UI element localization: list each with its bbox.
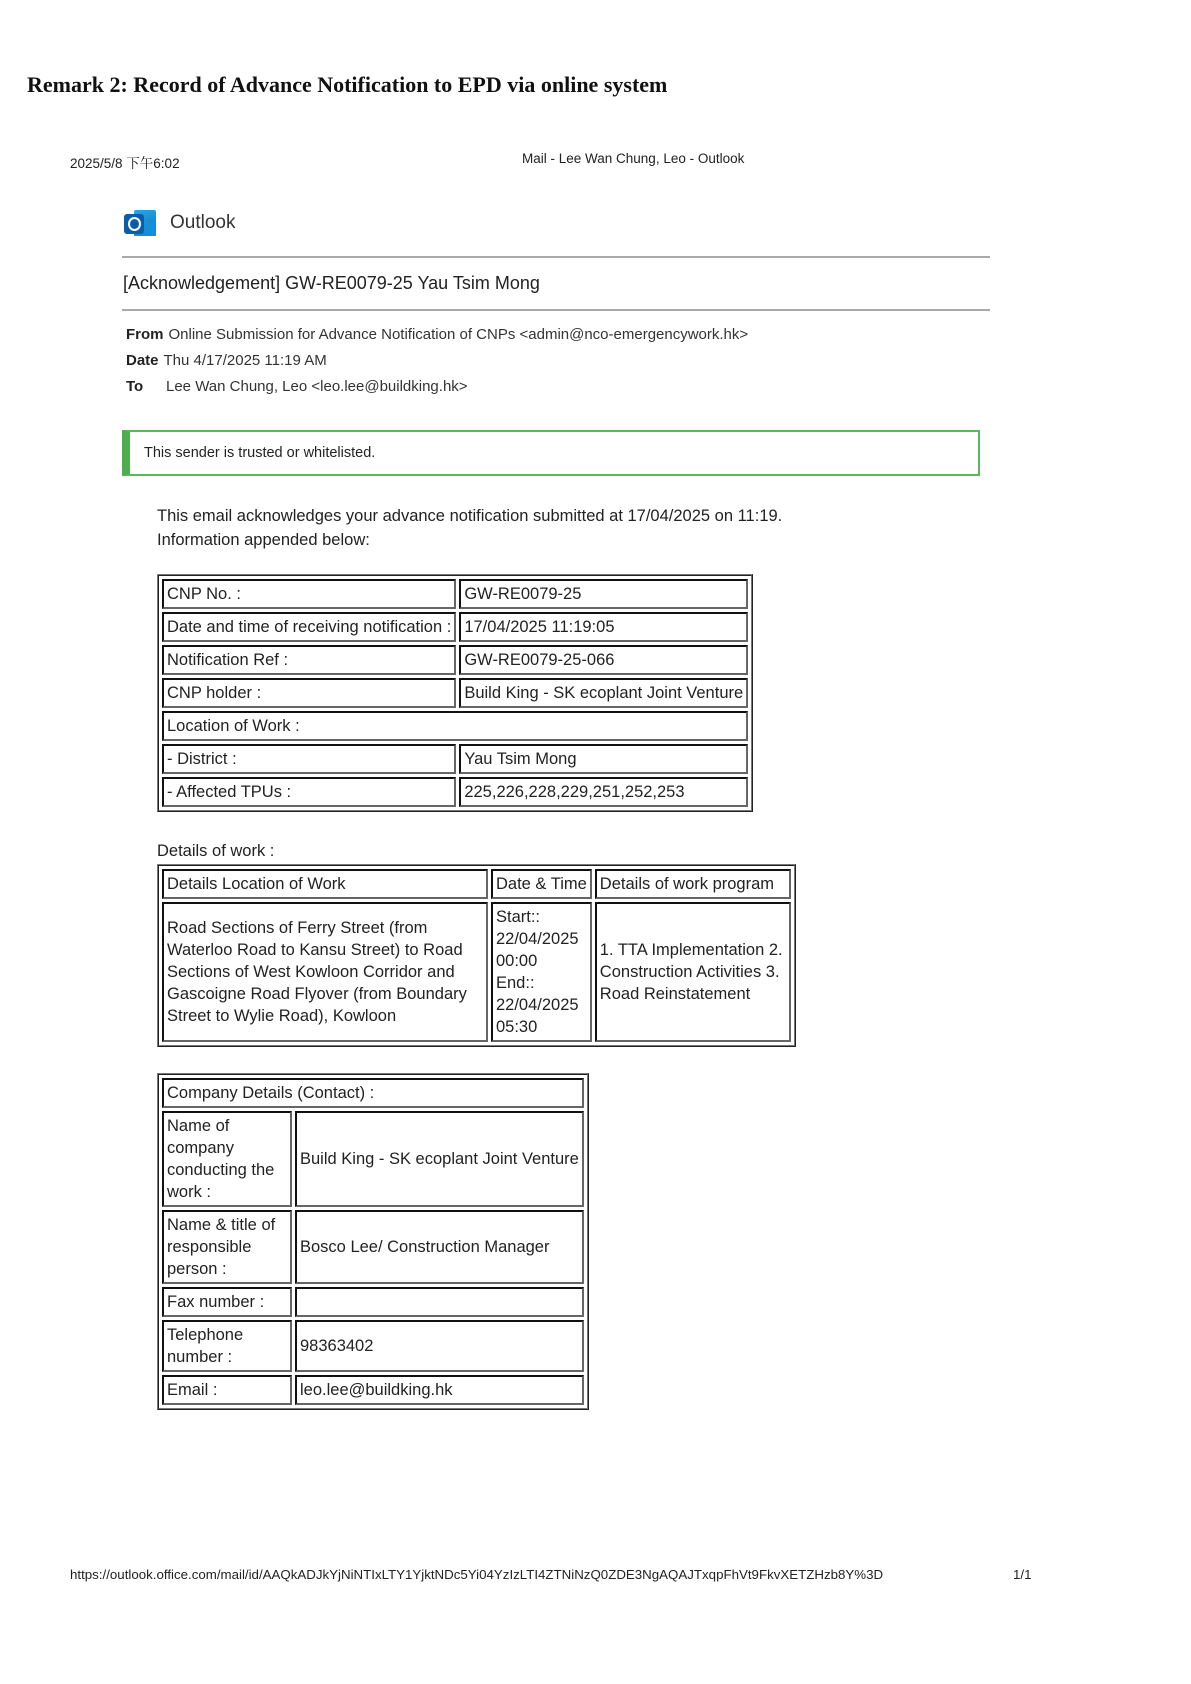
row-label: - District : bbox=[162, 744, 456, 774]
row-label: Location of Work : bbox=[162, 711, 748, 741]
to-value: Lee Wan Chung, Leo <leo.lee@buildking.hk> bbox=[166, 378, 468, 395]
divider bbox=[122, 309, 990, 311]
company-details-title: Company Details (Contact) : bbox=[162, 1078, 584, 1108]
column-header: Details Location of Work bbox=[162, 869, 488, 899]
intro-line-1: This email acknowledges your advance notification submitted at 17/04/2025 on 11:19. bbox=[157, 507, 783, 525]
date-label: Date bbox=[126, 352, 159, 369]
work-program-cell: 1. TTA Implementation 2. Construction Activities 3. Road Reinstatement bbox=[595, 902, 791, 1042]
row-value: leo.lee@buildking.hk bbox=[295, 1375, 584, 1405]
table-row bbox=[162, 678, 748, 708]
print-footer-page-number: 1/1 bbox=[1013, 1567, 1032, 1582]
row-label: CNP No. : bbox=[162, 579, 456, 609]
table-row bbox=[162, 744, 748, 774]
table-row bbox=[162, 902, 791, 1042]
row-label: Name of company conducting the work : bbox=[162, 1111, 292, 1207]
email-from bbox=[126, 325, 990, 345]
print-header-datetime: 2025/5/8 下午6:02 bbox=[70, 156, 180, 171]
print-footer-url: https://outlook.office.com/mail/id/AAQkADJkYjNiNTIxLTY1YjktNDc5Yi04YzIzLTI4ZTNiNzQ0ZDE3NgAQAJTxqpFhVt9FkvXETZHzb8Y%3D bbox=[70, 1567, 884, 1582]
row-value: GW-RE0079-25 bbox=[459, 579, 748, 609]
date-time-cell bbox=[491, 902, 592, 1042]
email-date bbox=[126, 351, 990, 371]
table-row bbox=[162, 645, 748, 675]
row-value: Build King - SK ecoplant Joint Venture bbox=[295, 1111, 584, 1207]
app-name: Outlook bbox=[170, 212, 236, 233]
email-subject: [Acknowledgement] GW-RE0079-25 Yau Tsim Mong bbox=[123, 273, 540, 293]
email-headers bbox=[126, 325, 990, 397]
table-row bbox=[162, 1111, 584, 1207]
start-date: 22/04/2025 bbox=[496, 930, 579, 948]
email-intro bbox=[157, 504, 990, 552]
row-label: CNP holder : bbox=[162, 678, 456, 708]
table-row bbox=[162, 1287, 584, 1317]
row-value: 225,226,228,229,251,252,253 bbox=[459, 777, 748, 807]
row-value: Build King - SK ecoplant Joint Venture bbox=[459, 678, 748, 708]
details-of-work-table bbox=[157, 864, 796, 1047]
trusted-sender-banner bbox=[122, 430, 980, 476]
start-time: 00:00 bbox=[496, 952, 538, 970]
intro-line-2: Information appended below: bbox=[157, 531, 370, 549]
end-date: 22/04/2025 bbox=[496, 996, 579, 1014]
notification-table bbox=[157, 574, 753, 812]
trusted-sender-text: This sender is trusted or whitelisted. bbox=[144, 445, 376, 461]
row-value: 98363402 bbox=[295, 1320, 584, 1372]
table-row bbox=[162, 1210, 584, 1284]
row-label: Name & title of responsible person : bbox=[162, 1210, 292, 1284]
remark-title: Remark 2: Record of Advance Notification to EPD via online system bbox=[27, 72, 668, 97]
company-details-table bbox=[157, 1073, 589, 1410]
table-title-row bbox=[162, 1078, 584, 1108]
email-view bbox=[122, 205, 990, 1410]
row-label: Telephone number : bbox=[162, 1320, 292, 1372]
row-value: 17/04/2025 11:19:05 bbox=[459, 612, 748, 642]
details-of-work-label: Details of work : bbox=[157, 842, 275, 860]
email-body bbox=[157, 504, 990, 1410]
from-label: From bbox=[126, 326, 164, 343]
table-row bbox=[162, 711, 748, 741]
row-label: Fax number : bbox=[162, 1287, 292, 1317]
start-label: Start:: bbox=[496, 908, 541, 926]
column-header: Date & Time bbox=[491, 869, 592, 899]
row-label: Date and time of receiving notification : bbox=[162, 612, 456, 642]
print-header-page-title: Mail - Lee Wan Chung, Leo - Outlook bbox=[522, 151, 745, 166]
row-label: Notification Ref : bbox=[162, 645, 456, 675]
table-row bbox=[162, 612, 748, 642]
row-label: Email : bbox=[162, 1375, 292, 1405]
work-location-cell: Road Sections of Ferry Street (from Waterloo Road to Kansu Street) to Road Sections of West Kowloon Corridor and Gascoigne Road Flyover (from Boundary Street to Wylie Road), Kowloon bbox=[162, 902, 488, 1042]
table-header-row bbox=[162, 869, 791, 899]
email-to bbox=[126, 377, 990, 397]
from-value: Online Submission for Advance Notification of CNPs <admin@nco-emergencywork.hk> bbox=[168, 326, 749, 343]
row-value: GW-RE0079-25-066 bbox=[459, 645, 748, 675]
row-value: Yau Tsim Mong bbox=[459, 744, 748, 774]
table-row bbox=[162, 1375, 584, 1405]
table-row bbox=[162, 1320, 584, 1372]
end-label: End:: bbox=[496, 974, 535, 992]
table-row bbox=[162, 579, 748, 609]
column-header: Details of work program bbox=[595, 869, 791, 899]
outlook-logo-icon bbox=[124, 208, 158, 238]
date-value: Thu 4/17/2025 11:19 AM bbox=[163, 352, 327, 369]
row-label: - Affected TPUs : bbox=[162, 777, 456, 807]
end-time: 05:30 bbox=[496, 1018, 538, 1036]
outlook-brand bbox=[124, 205, 990, 241]
row-value bbox=[295, 1287, 584, 1317]
table-row bbox=[162, 777, 748, 807]
row-value: Bosco Lee/ Construction Manager bbox=[295, 1210, 584, 1284]
to-label: To bbox=[126, 378, 144, 395]
